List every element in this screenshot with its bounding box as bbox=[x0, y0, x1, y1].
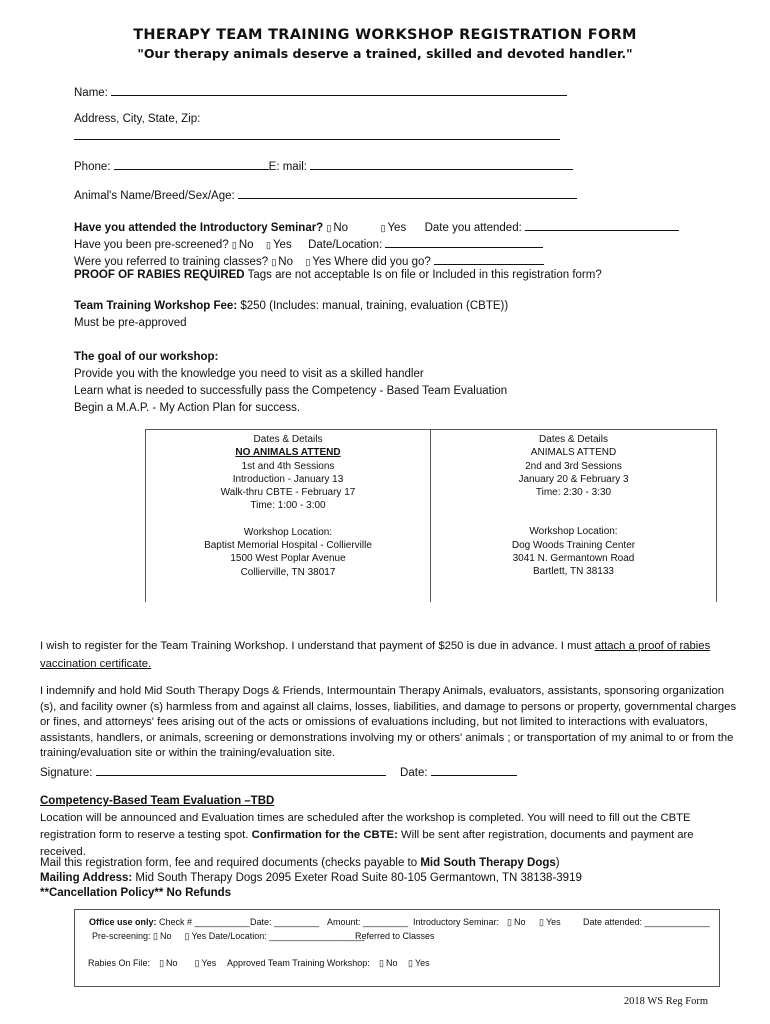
date-attended-label: Date you attended: bbox=[424, 222, 522, 234]
where-label: Where did you go? bbox=[334, 256, 431, 268]
cbte-confirm-label: Confirmation for the CBTE: bbox=[251, 829, 398, 841]
left-location-street: 1500 West Poplar Avenue bbox=[230, 553, 346, 565]
left-animals-note: NO ANIMALS ATTEND bbox=[235, 447, 341, 459]
sessions-table bbox=[145, 429, 717, 602]
checkbox-icon[interactable]: ▯ bbox=[539, 917, 544, 927]
checkbox-icon[interactable]: ▯ bbox=[159, 958, 165, 968]
office-rabies-no: No bbox=[166, 958, 178, 968]
name-row bbox=[74, 83, 567, 99]
office-prescreening: Pre-screening: bbox=[92, 931, 151, 941]
indemnify-paragraph: I indemnify and hold Mid South Therapy Dogs & Friends, Intermountain Therapy Animals, evaluators, assistants, sponsoring organization (s), and facility owner (s) harmless from and against all claims, losses, liabilities, and damage to persons or property, governmental charges or fines, and attorneys' fees arising out of the acts or omissions of evaluations including, but not limited to interactions with evaluators, assistants, handlers, or animals, screening or demonstrations involving my or others' animals ; or transportation of my animal to or from the training/evaluation site or within the training/evaluation site. bbox=[40, 685, 737, 759]
signature-field[interactable] bbox=[96, 763, 386, 776]
right-sessions: 2nd and 3rd Sessions bbox=[525, 460, 622, 472]
checkbox-icon[interactable]: ▯ bbox=[408, 958, 413, 968]
checkbox-icon[interactable]: ▯ bbox=[265, 240, 271, 250]
goal-line: Provide you with the knowledge you need to visit as a skilled handler bbox=[74, 368, 424, 380]
mailing-address-row bbox=[40, 872, 582, 884]
office-rabies-yes: Yes bbox=[201, 958, 217, 968]
phone-row bbox=[74, 157, 573, 173]
name-field[interactable] bbox=[111, 83, 567, 96]
mailing-address: Mid South Therapy Dogs 2095 Exeter Road Suite 80-105 Germantown, TN 38138-3919 bbox=[132, 872, 582, 884]
checkbox-icon[interactable]: ▯ bbox=[194, 958, 200, 968]
left-heading: Dates & Details bbox=[253, 434, 323, 445]
cancellation-policy: **Cancellation Policy** No Refunds bbox=[40, 887, 232, 899]
right-location-street: 3041 N. Germantown Road bbox=[512, 553, 635, 565]
seminar-row bbox=[74, 218, 679, 234]
preapproved-text: Must be pre-approved bbox=[74, 317, 187, 329]
right-location-label: Workshop Location: bbox=[529, 526, 618, 538]
referred-no: No bbox=[278, 256, 293, 268]
date-attended-field[interactable] bbox=[525, 218, 679, 231]
office-date-attended: Date attended: _____________ bbox=[583, 917, 710, 927]
office-date: Date: _________ bbox=[250, 917, 320, 927]
cbte-heading: Competency-Based Team Evaluation –TBD bbox=[40, 795, 275, 807]
form-subtitle: "Our therapy animals deserve a trained, skilled and devoted handler." bbox=[137, 46, 633, 61]
phone-field[interactable] bbox=[114, 157, 269, 170]
checkbox-icon[interactable]: ▯ bbox=[305, 257, 311, 267]
sessions-right-column bbox=[431, 430, 716, 605]
checkbox-icon[interactable]: ▯ bbox=[326, 223, 332, 233]
signature-date-label: Date: bbox=[400, 767, 428, 779]
office-intro-yes: Yes bbox=[545, 917, 561, 927]
animal-label: Animal's Name/Breed/Sex/Age: bbox=[74, 190, 235, 202]
checkbox-icon[interactable]: ▯ bbox=[380, 223, 386, 233]
prescreened-label: Have you been pre-screened? bbox=[74, 239, 229, 251]
prescreened-no: No bbox=[238, 239, 254, 251]
fee-label: Team Training Workshop Fee: bbox=[74, 300, 238, 312]
office-date-location: Date/Location: ___________________ bbox=[208, 931, 365, 941]
office-amount: Amount: _________ bbox=[327, 917, 409, 927]
mail-row bbox=[40, 857, 560, 869]
right-location-city: Bartlett, TN 38133 bbox=[533, 566, 614, 578]
office-intro-no: No bbox=[513, 917, 526, 927]
right-location-name: Dog Woods Training Center bbox=[511, 539, 636, 551]
email-label: E: mail: bbox=[268, 161, 307, 173]
checkbox-icon[interactable]: ▯ bbox=[153, 931, 158, 941]
footer-label: 2018 WS Reg Form bbox=[623, 996, 708, 1007]
rabies-row bbox=[74, 269, 602, 281]
seminar-label: Have you attended the Introductory Seminar? bbox=[74, 222, 324, 234]
prescreened-yes: Yes bbox=[272, 239, 292, 251]
office-referred: Referred to Classes bbox=[355, 931, 435, 941]
goal-line: Begin a M.A.P. - My Action Plan for success. bbox=[74, 402, 301, 414]
rabies-note: Tags are not acceptable Is on file or Included in this registration form? bbox=[244, 269, 602, 281]
where-field[interactable] bbox=[434, 252, 544, 265]
mail-payee: Mid South Therapy Dogs bbox=[420, 857, 556, 869]
checkbox-icon[interactable]: ▯ bbox=[231, 240, 237, 250]
checkbox-icon[interactable]: ▯ bbox=[379, 958, 384, 968]
referred-yes: Yes bbox=[312, 256, 332, 268]
referred-row bbox=[74, 252, 544, 268]
date-location-label: Date/Location: bbox=[308, 239, 383, 251]
cbte-confirm-text: Will be sent after registration, documents and payment are received. bbox=[40, 829, 694, 858]
office-intro: Introductory Seminar: bbox=[413, 917, 500, 927]
fee-row bbox=[74, 300, 508, 312]
prescreened-row bbox=[74, 235, 543, 251]
goal-heading: The goal of our workshop: bbox=[74, 351, 219, 363]
rabies-certificate-note: attach a proof of rabies vaccination certificate. bbox=[40, 640, 711, 670]
left-location-name: Baptist Memorial Hospital - Collierville bbox=[204, 540, 372, 552]
office-prescreen-no: No bbox=[160, 931, 172, 941]
mail-close: ) bbox=[555, 857, 560, 869]
left-intro-date: Introduction - January 13 bbox=[232, 473, 344, 485]
office-approved-yes: Yes bbox=[414, 958, 430, 968]
right-animals-note: ANIMALS ATTEND bbox=[530, 447, 617, 459]
left-sessions: 1st and 4th Sessions bbox=[241, 460, 335, 472]
office-use-box bbox=[74, 909, 720, 987]
rabies-required: PROOF OF RABIES REQUIRED bbox=[74, 269, 245, 281]
seminar-yes: Yes bbox=[387, 222, 407, 234]
cbte-paragraph bbox=[40, 810, 740, 861]
fee-text: $250 (Includes: manual, training, evaluation (CBTE)) bbox=[237, 300, 509, 312]
right-heading: Dates & Details bbox=[539, 434, 608, 445]
email-field[interactable] bbox=[310, 157, 573, 170]
office-prescreen-yes: Yes bbox=[191, 931, 207, 941]
address-row bbox=[74, 127, 560, 143]
left-location-label: Workshop Location: bbox=[243, 526, 333, 538]
office-rabies: Rabies On File: bbox=[88, 958, 151, 968]
signature-date-field[interactable] bbox=[431, 763, 517, 776]
referred-label: Were you referred to training classes? bbox=[74, 256, 269, 268]
register-statement bbox=[40, 637, 740, 673]
left-location-city: Collierville, TN 38017 bbox=[240, 566, 336, 578]
checkbox-icon[interactable]: ▯ bbox=[507, 917, 512, 927]
office-check: Check # ___________ bbox=[159, 917, 250, 927]
name-label: Name: bbox=[74, 87, 108, 99]
animal-field[interactable] bbox=[238, 186, 577, 199]
mailing-address-label: Mailing Address: bbox=[40, 872, 133, 884]
office-approved: Approved Team Training Workshop: bbox=[227, 958, 370, 968]
phone-label: Phone: bbox=[74, 161, 111, 173]
date-location-field[interactable] bbox=[385, 235, 543, 248]
checkbox-icon[interactable]: ▯ bbox=[271, 257, 277, 267]
address-field[interactable] bbox=[74, 127, 560, 140]
address-label: Address, City, State, Zip: bbox=[74, 113, 201, 125]
cbte-text: Location will be announced and Evaluation times are scheduled after the workshop is completed. You will need to fill out the CBTE registration form to reserve a testing spot. bbox=[40, 812, 691, 841]
office-approved-no: No bbox=[385, 958, 398, 968]
seminar-no: No bbox=[333, 222, 349, 234]
right-time: Time: 2:30 - 3:30 bbox=[535, 487, 612, 499]
right-dates: January 20 & February 3 bbox=[518, 473, 629, 485]
signature-row bbox=[40, 763, 517, 779]
sessions-left-column bbox=[146, 430, 431, 602]
left-time: Time: 1:00 - 3:00 bbox=[250, 500, 326, 512]
mail-text: Mail this registration form, fee and required documents (checks payable to bbox=[40, 857, 421, 869]
signature-label: Signature: bbox=[40, 767, 93, 779]
left-walk-date: Walk-thru CBTE - February 17 bbox=[220, 487, 356, 499]
office-label: Office use only: bbox=[89, 917, 157, 927]
goal-line: Learn what is needed to successfully pass the Competency - Based Team Evaluation bbox=[74, 385, 508, 397]
register-text: I wish to register for the Team Training Workshop. I understand that payment of $250 is due in advance. I must bbox=[40, 640, 595, 652]
checkbox-icon[interactable]: ▯ bbox=[184, 931, 190, 941]
form-title: THERAPY TEAM TRAINING WORKSHOP REGISTRATION FORM bbox=[133, 27, 637, 43]
animal-row bbox=[74, 186, 577, 202]
